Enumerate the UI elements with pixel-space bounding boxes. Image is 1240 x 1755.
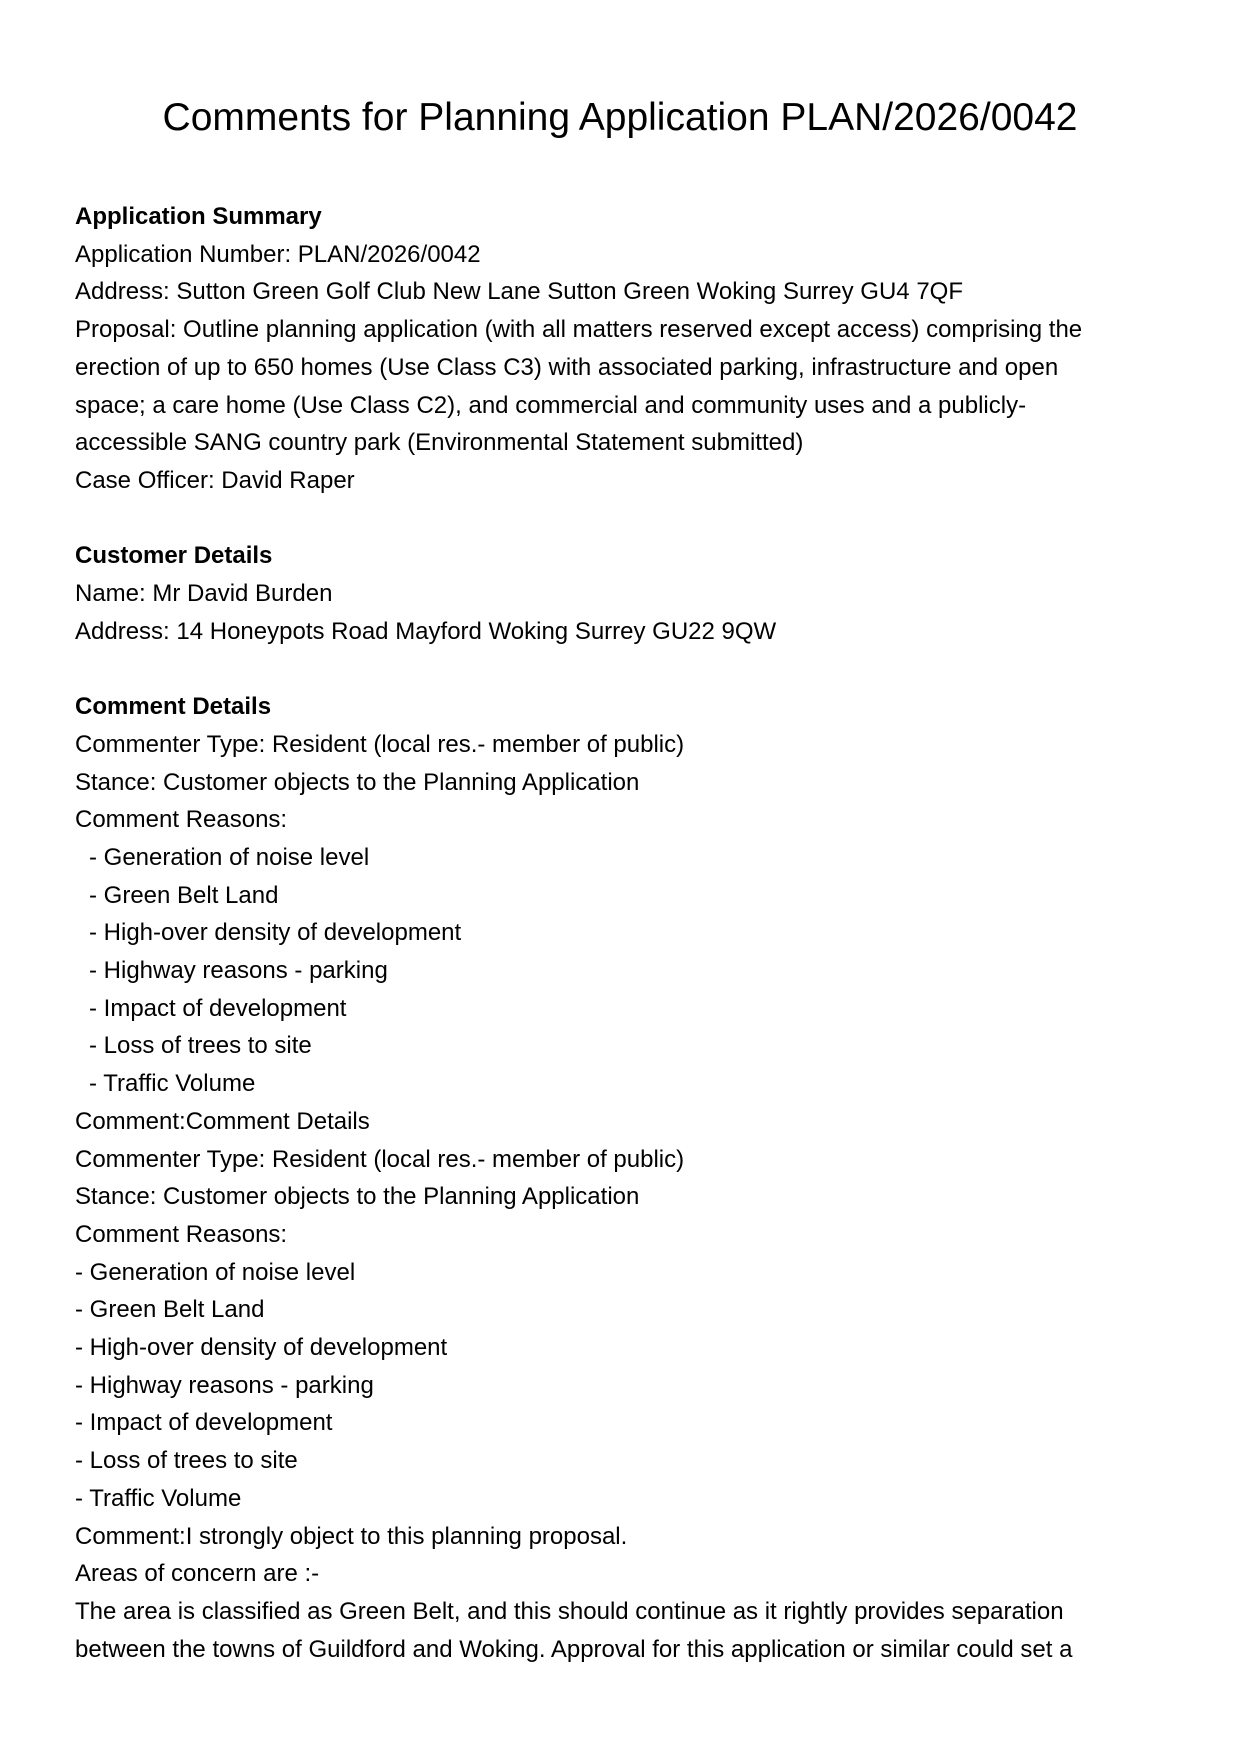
proposal-line: accessible SANG country park (Environmental Statement submitted)	[75, 429, 804, 457]
repeat-stance: Stance: Customer objects to the Planning Application	[75, 1183, 640, 1211]
repeat-commenter-type: Commenter Type: Resident (local res.- member of public)	[75, 1145, 685, 1173]
proposal-line: erection of up to 650 homes (Use Class C3) with associated parking, infrastructure and open	[75, 353, 1059, 381]
stance: Stance: Customer objects to the Planning Application	[75, 768, 640, 796]
repeat-comment-reason-item: - Highway reasons - parking	[75, 1371, 374, 1399]
repeat-comment-reason-item: - Green Belt Land	[75, 1296, 265, 1324]
comment-reason-item: - Traffic Volume	[89, 1070, 256, 1098]
comment-details-heading: Comment Details	[75, 693, 272, 721]
comment-text-line: Areas of concern are :-	[75, 1560, 320, 1588]
comment-text-line: Comment:I strongly object to this planning proposal.	[75, 1522, 628, 1550]
application-address: Address: Sutton Green Golf Club New Lane Sutton Green Woking Surrey GU4 7QF	[75, 278, 963, 306]
repeat-comment-reason-item: - Loss of trees to site	[75, 1447, 298, 1475]
customer-details-heading: Customer Details	[75, 542, 273, 570]
customer-address: Address: 14 Honeypots Road Mayford Woking Surrey GU22 9QW	[75, 617, 777, 645]
comment-reason-item: - Highway reasons - parking	[89, 957, 388, 985]
page-title: Comments for Planning Application PLAN/2026/0042	[162, 96, 1078, 139]
repeat-comment-reasons-label: Comment Reasons:	[75, 1220, 288, 1248]
comment-reason-item: - Generation of noise level	[89, 843, 370, 871]
repeat-comment-reason-item: - Generation of noise level	[75, 1258, 356, 1286]
comment-text-line: between the towns of Guildford and Woking. Approval for this application or similar could set a	[75, 1635, 1073, 1663]
comment-reason-item: - High-over density of development	[89, 919, 462, 947]
proposal-line: Proposal: Outline planning application (with all matters reserved except access) comprising the	[75, 316, 1083, 344]
customer-name: Name: Mr David Burden	[75, 580, 333, 608]
comment-reason-item: - Green Belt Land	[89, 881, 279, 909]
comment-reason-item: - Loss of trees to site	[89, 1032, 312, 1060]
comment-line: Comment:Comment Details	[75, 1107, 370, 1135]
application-number: Application Number: PLAN/2026/0042	[75, 240, 481, 268]
application-summary-heading: Application Summary	[75, 203, 322, 230]
comment-reasons-label: Comment Reasons:	[75, 806, 288, 834]
commenter-type: Commenter Type: Resident (local res.- member of public)	[75, 730, 685, 758]
proposal-line: space; a care home (Use Class C2), and commercial and community uses and a publicly-	[75, 391, 1027, 419]
repeat-comment-reason-item: - Impact of development	[75, 1409, 333, 1437]
comment-reason-item: - Impact of development	[89, 994, 347, 1022]
repeat-comment-reason-item: - Traffic Volume	[75, 1484, 242, 1512]
comment-text-line: The area is classified as Green Belt, and this should continue as it rightly provides separation	[75, 1597, 1064, 1625]
case-officer: Case Officer: David Raper	[75, 466, 355, 494]
section-spacer	[75, 500, 1165, 538]
section-spacer	[75, 650, 1165, 688]
document-body	[75, 198, 1165, 1668]
repeat-comment-reason-item: - High-over density of development	[75, 1334, 448, 1362]
